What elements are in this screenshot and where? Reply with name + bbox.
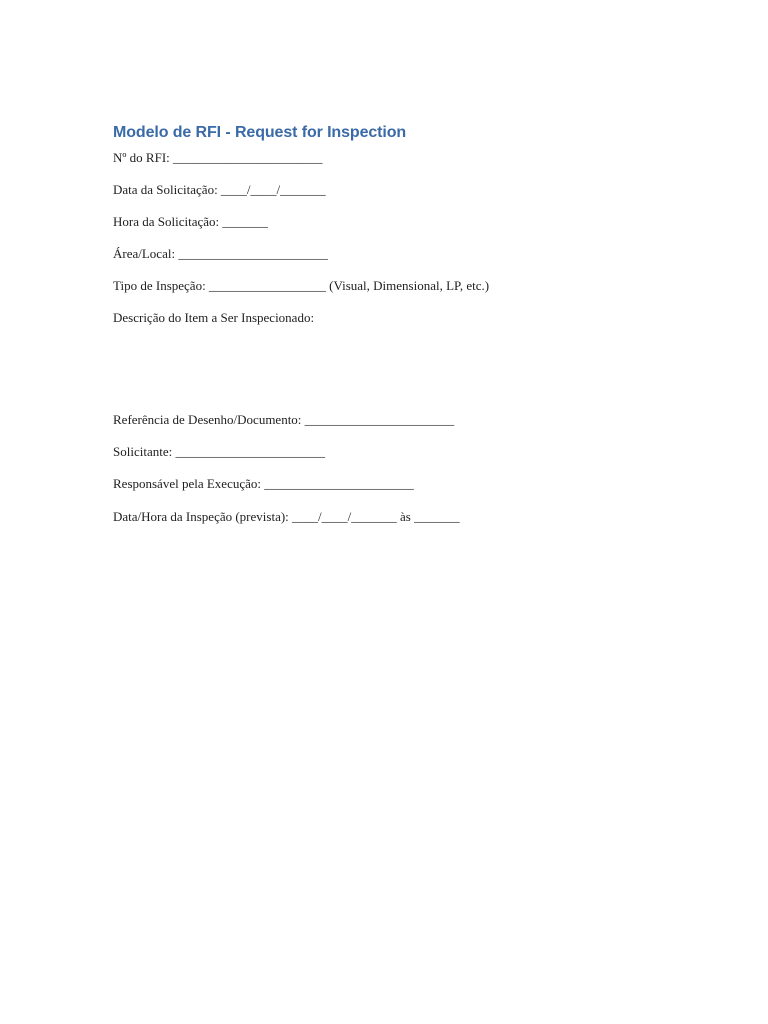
document-title: Modelo de RFI - Request for Inspection (113, 124, 407, 141)
field-request-time: Hora da Solicitação: _______ (113, 214, 268, 229)
field-item-description: Descrição do Item a Ser Inspecionado: (113, 310, 315, 325)
field-execution-responsible: Responsável pela Execução: _______________________ (113, 476, 414, 491)
field-rfi-number: Nº do RFI: _______________________ (113, 150, 323, 165)
field-inspection-type: Tipo de Inspeção: __________________ (Visual, Dimensional, LP, etc.) (113, 278, 490, 293)
field-inspection-datetime: Data/Hora da Inspeção (prevista): ____/____/_______ às _______ (113, 509, 460, 524)
field-drawing-reference: Referência de Desenho/Documento: _______________________ (113, 412, 455, 427)
field-requester: Solicitante: _______________________ (113, 444, 325, 459)
field-area-location: Área/Local: _______________________ (113, 246, 328, 261)
field-request-date: Data da Solicitação: ____/____/_______ (113, 182, 326, 197)
